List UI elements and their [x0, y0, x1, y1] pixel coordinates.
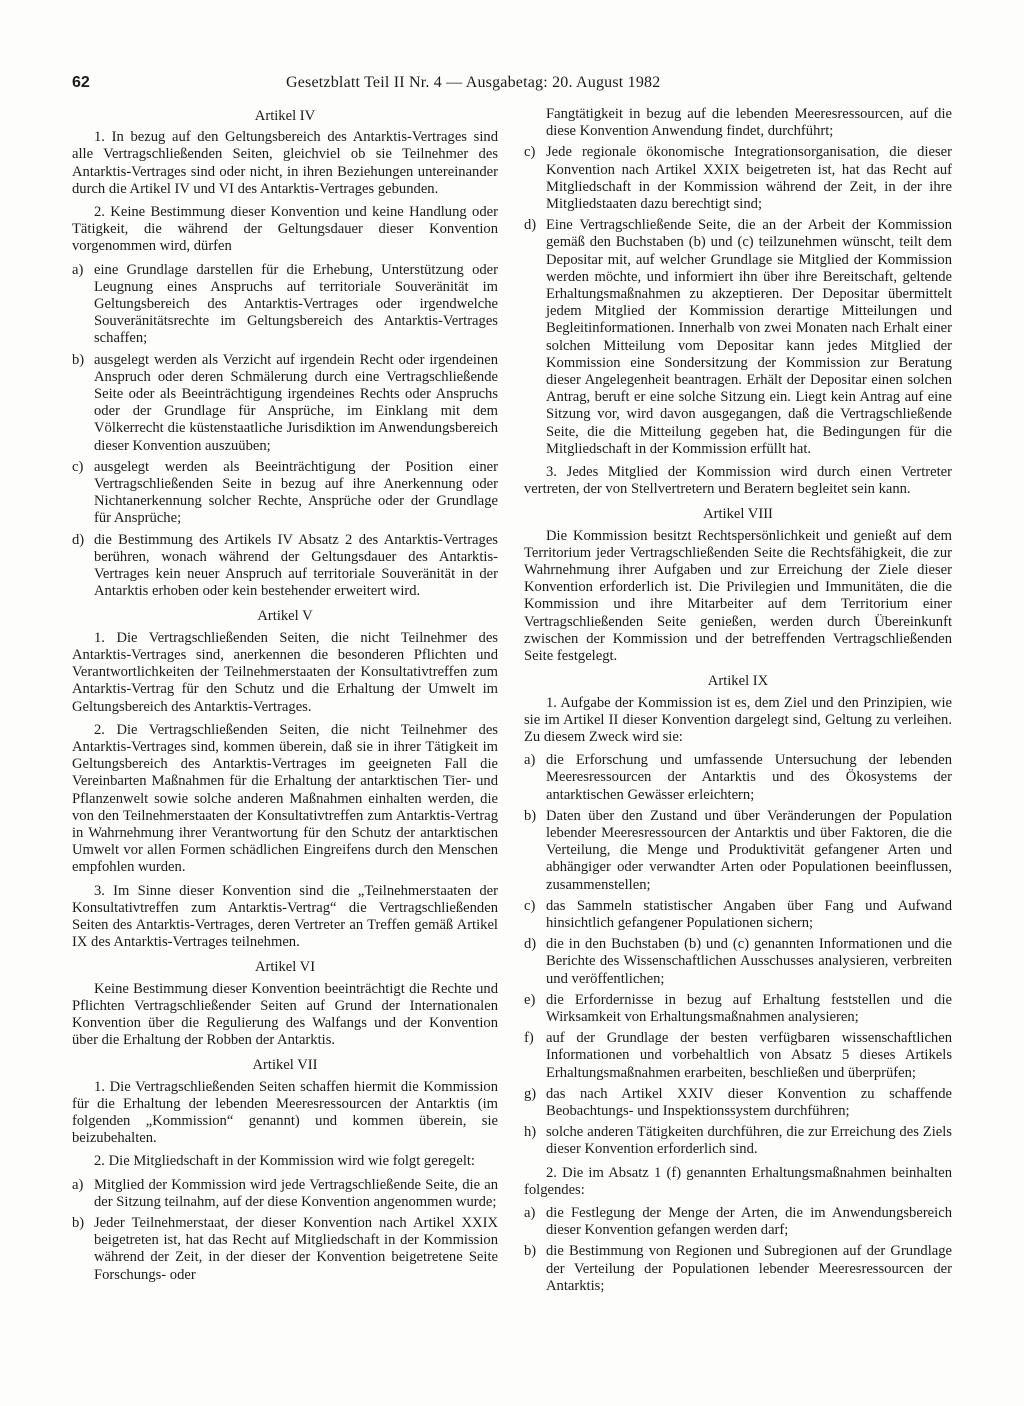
list-item-label: b): [524, 807, 537, 824]
list-item: [72, 532, 498, 601]
paragraph: 2. Keine Bestimmung dieser Konvention und keine Handlung oder Tätigkeit, die während der Geltungsdauer dieser Konvention vorgenommen wird, dürfen: [72, 204, 498, 255]
list-item-text: das Sammeln statistischer Angaben über Fang und Aufwand hinsichtlich gefangener Populationen sichern;: [546, 897, 952, 931]
list-item: [524, 752, 952, 804]
list-item-label: d): [524, 936, 537, 953]
list-item-text: die in den Buchstaben (b) und (c) genannten Informationen und die Berichte des Wissenschaftlichen Ausschusses analysieren, verbreiten und veröffentlichen;: [546, 936, 952, 987]
list-item: [72, 262, 498, 348]
list-item-label: e): [524, 991, 536, 1008]
list-item: [524, 144, 952, 213]
list-item-text: ausgelegt werden als Verzicht auf irgendein Recht oder irgendeinen Anspruch oder deren Schmälerung durch eine Vertragschließende Seite oder als Beeinträchtigung irgendeines Rechts oder Anspruchs oder der Grundlage für Ansprüche, im Einklang mit dem Völkerrecht die küstenstaatliche Jurisdiktion im Anwendungsbereich dieser Konvention auszuüben;: [94, 351, 498, 454]
list-item-text: Jede regionale ökonomische Integrationsorganisation, die dieser Konvention nach Artikel XXIX beigetreten ist, hat das Recht auf Mitgliedschaft in der Kommission während der Zeit, in der ihre Mitgliedstaaten dazu berechtigt sind;: [546, 144, 952, 213]
paragraph: 1. Die Vertragschließenden Seiten, die nicht Teilnehmer des Antarktis-Vertrages sind, anerkennen die besonderen Pflichten und Verantwortlichkeiten der Teilnehmerstaaten der Konsultativtreffen zum Antarktis-Vertrag für den Schutz und die Erhaltung der Umwelt im Geltungsbereich des Antarktis-Vertrages.: [72, 629, 498, 715]
list-item-text: das nach Artikel XXIV dieser Konvention zu schaffende Beobachtungs- und Inspektionssystem durchführen;: [546, 1085, 952, 1119]
list-item-text: die Bestimmung des Artikels IV Absatz 2 des Antarktis-Vertrages berühren, wonach während der Geltungsdauer des Antarktis-Vertrages kein neuer Anspruch auf territoriale Souveränität in der Antarktis erhoben oder kein bestehender erweitert wird.: [94, 531, 498, 600]
list-item-label: a): [524, 1204, 536, 1221]
page-number: 62: [72, 74, 90, 91]
list-item: [524, 898, 952, 932]
list-item-label: g): [524, 1085, 537, 1102]
paragraph: 3. Jedes Mitglied der Kommission wird durch einen Vertreter vertreten, der von Stellvertretern und Beratern begleitet sein kann.: [524, 464, 952, 498]
article-heading: Artikel IV: [254, 108, 316, 124]
item-list: [524, 752, 952, 1158]
list-item: [524, 936, 952, 988]
list-item-label: b): [72, 1214, 85, 1231]
list-item: [524, 992, 952, 1026]
item-list: [524, 1205, 952, 1295]
list-item-text: Eine Vertragschließende Seite, die an der Arbeit der Kommission gemäß den Buchstaben (b) und (c) teilzunehmen wünscht, teilt dem Depositar mit, auf welcher Grundlage sie Mitglied der Kommission werden möchte, und informiert ihn über ihre Bereitschaft, geltende Erhaltungsmaßnahmen zu akzeptieren. Der Depositar übermittelt jedem Mitglied der Kommission derartige Mitteilungen und Begleitinformationen. Innerhalb von zwei Monaten nach Erhalt einer solchen Mitteilung vom Depositar kann jedes Mitglied der Kommission eine Sondersitzung der Kommission zur Beratung dieser Angelegenheit beantragen. Erhält der Depositar einen solchen Antrag, beruft er eine solche Sitzung ein. Liegt kein Antrag auf eine Sitzung vor, wird davon ausgegangen, daß die Vertragschließende Seite, die die Mitteilung gegeben hat, die Bedingungen für die Mitgliedschaft in der Kommission erfüllt hat.: [546, 217, 952, 457]
list-item-label: h): [524, 1124, 537, 1141]
list-item-text: Fangtätigkeit in bezug auf die lebenden Meeresressourcen, auf die diese Konvention Anwendung findet, durchführt;: [546, 106, 952, 140]
list-item: [72, 352, 498, 455]
paragraph: 2. Die im Absatz 1 (f) genannten Erhaltungsmaßnahmen beinhalten folgendes:: [524, 1164, 952, 1198]
list-item-text: eine Grundlage darstellen für die Erhebung, Unterstützung oder Leugnung eines Anspruchs auf territoriale Souveränität im Geltungsbereich des Antarktis-Vertrages oder irgendwelche Souveränitätsrechte im Geltungsbereich des Antarktis-Vertrages schaffen;: [94, 261, 498, 347]
list-item: [72, 1177, 498, 1211]
paragraph: 1. In bezug auf den Geltungsbereich des Antarktis-Vertrages sind alle Vertragschließenden Seiten, gleichviel ob sie Teilnehmer des Antarktis-Vertrages sind oder nicht, in ihren Beziehungen untereinander durch die Artikel IV und VI des Antarktis-Vertrages gebunden.: [72, 129, 498, 197]
paragraph: 2. Die Vertragschließenden Seiten, die nicht Teilnehmer des Antarktis-Vertrages sind, kommen überein, daß sie in ihrer Tätigkeit im Geltungsbereich des Antarktis-Vertrages im geeigneten Fall die Vereinbarten Maßnahmen für die Erhaltung der antarktischen Tier- und Pflanzenwelt sowie solche anderen Maßnahmen einhalten werden, die von den Teilnehmerstaaten der Konsultativtreffen zum Antarktis-Vertrag in Wahrnehmung ihrer Verantwortung für den Schutz der antarktischen Umwelt vor allen Formen schädlichen Eingreifens durch den Menschen empfohlen wurden.: [72, 721, 498, 876]
list-item-text: ausgelegt werden als Beeinträchtigung der Position einer Vertragschließenden Seite in bezug auf ihre Anerkennung oder Nichtanerkennung solcher Rechte, Ansprüche oder der Grundlage für Ansprüche;: [94, 458, 498, 527]
list-item: [524, 217, 952, 458]
list-item-label: b): [72, 351, 85, 368]
paragraph: 2. Die Mitgliedschaft in der Kommission wird wie folgt geregelt:: [94, 1153, 475, 1170]
list-item-text: die Bestimmung von Regionen und Subregionen auf der Grundlage der Verteilung der Populationen lebender Meeresressourcen der Antarktis;: [546, 1243, 952, 1294]
list-item-text: solche anderen Tätigkeiten durchführen, die zur Erreichung des Ziels dieser Konvention erforderlich sind.: [546, 1124, 952, 1158]
paragraph: 1. Die Vertragschließenden Seiten schaffen hiermit die Kommission für die Erhaltung der lebenden Meeresressourcen der Antarktis (im folgenden „Kommission“ genannt) und kommen überein, sie beizubehalten.: [72, 1078, 498, 1147]
gazette-title: Gesetzblatt Teil II Nr. 4 — Ausgabetag: 20. August 1982: [286, 74, 661, 91]
list-item-label: c): [524, 897, 536, 914]
list-item-text: Daten über den Zustand und über Veränderungen der Population lebender Meeresressourcen der Antarktis und über Faktoren, die die Verteilung, die Menge und Produktivität gefangener Arten und abhängiger oder verwandter Arten oder Populationen beeinflussen, zusammenstellen;: [546, 807, 952, 893]
list-item-label: c): [72, 458, 84, 475]
paragraph: Die Kommission besitzt Rechtspersönlichkeit und genießt auf dem Territorium jeder Vertragschließenden Seite die Rechtsfähigkeit, die zur Wahrnehmung ihrer Aufgaben und zur Erreichung der Ziele dieser Konvention erforderlich ist. Die Privilegien und Immunitäten, die die Kommission und ihre Mitarbeiter auf dem Territorium einer Vertragschließenden Seite genießen, werden durch Übereinkunft zwischen der Kommission und der betreffenden Vertragschließenden Seite festgelegt.: [524, 527, 952, 665]
list-item: [524, 1086, 952, 1120]
list-item: [524, 1030, 952, 1082]
list-item-label: b): [524, 1243, 537, 1260]
item-list: [524, 144, 952, 458]
list-item-text: Jeder Teilnehmerstaat, der dieser Konvention nach Artikel XXIX beigetreten ist, hat das Recht auf Mitgliedschaft in der Kommission während der Zeit, in der dieser der Konvention beigetretene Seite Forschungs- oder: [94, 1214, 498, 1283]
article-heading: Artikel VI: [254, 959, 316, 976]
list-item-label: a): [72, 261, 84, 278]
page-header: [72, 74, 952, 98]
list-item-label: f): [524, 1030, 534, 1047]
paragraph: 3. Im Sinne dieser Konvention sind die „Teilnehmerstaaten der Konsultativtreffen zum Antarktis-Vertrag“ die Vertragschließenden Seiten des Antarktis-Vertrages, deren Vertreter an Treffen gemäß Artikel IX des Antarktis-Vertrages teilnehmen.: [72, 882, 498, 951]
article-heading: Artikel V: [257, 608, 313, 625]
list-item-text: Mitglied der Kommission wird jede Vertragschließende Seite, die an der Sitzung teilnahm, auf der diese Konvention angenommen wurde;: [94, 1176, 498, 1210]
list-item-text: die Festlegung der Menge der Arten, die im Anwendungsbereich dieser Konvention gefangen werden darf;: [546, 1204, 952, 1239]
left-column: [72, 108, 498, 1290]
list-item: [524, 1243, 952, 1295]
list-item-label: a): [524, 752, 536, 769]
list-item-label: d): [524, 217, 537, 234]
paragraph: Keine Bestimmung dieser Konvention beeinträchtigt die Rechte und Pflichten Vertragschließender Seiten auf Grund der Internationalen Konvention über die Regulierung des Walfangs und der Konvention über die Erhaltung der Robben der Antarktis.: [72, 980, 498, 1049]
list-item-label: d): [72, 531, 85, 548]
list-item-continuation: [524, 106, 952, 140]
paragraph: 1. Aufgabe der Kommission ist es, dem Ziel und den Prinzipien, wie sie im Artikel II dieser Konvention dargelegt sind, Geltung zu verleihen. Zu diesem Zweck wird sie:: [524, 694, 952, 745]
list-item-label: a): [72, 1176, 84, 1193]
list-item: [524, 1124, 952, 1158]
list-item-text: die Erfordernisse in bezug auf Erhaltung feststellen und die Wirksamkeit von Erhaltungsmaßnahmen analysieren;: [546, 991, 952, 1025]
article-heading: Artikel VII: [252, 1057, 318, 1074]
list-item: [524, 1205, 952, 1239]
list-item: [72, 459, 498, 528]
article-heading: Artikel IX: [707, 673, 769, 690]
item-list: [72, 262, 498, 601]
article-heading: Artikel VIII: [703, 506, 773, 523]
list-item-label: c): [524, 144, 536, 161]
list-item-text: die Erforschung und umfassende Untersuchung der lebenden Meeresressourcen der Antarktis und des Ökosystems der antarktischen Gewässer erleichtern;: [546, 752, 952, 803]
right-column: [524, 106, 952, 1301]
list-item-text: auf der Grundlage der besten verfügbaren wissenschaftlichen Informationen und vorbehaltlich von Absatz 5 dieses Artikels Erhaltungsmaßnahmen erarbeiten, beschließen und überprüfen;: [546, 1030, 952, 1081]
item-list: [72, 1177, 498, 1284]
list-item: [72, 1215, 498, 1284]
list-item: [524, 808, 952, 894]
